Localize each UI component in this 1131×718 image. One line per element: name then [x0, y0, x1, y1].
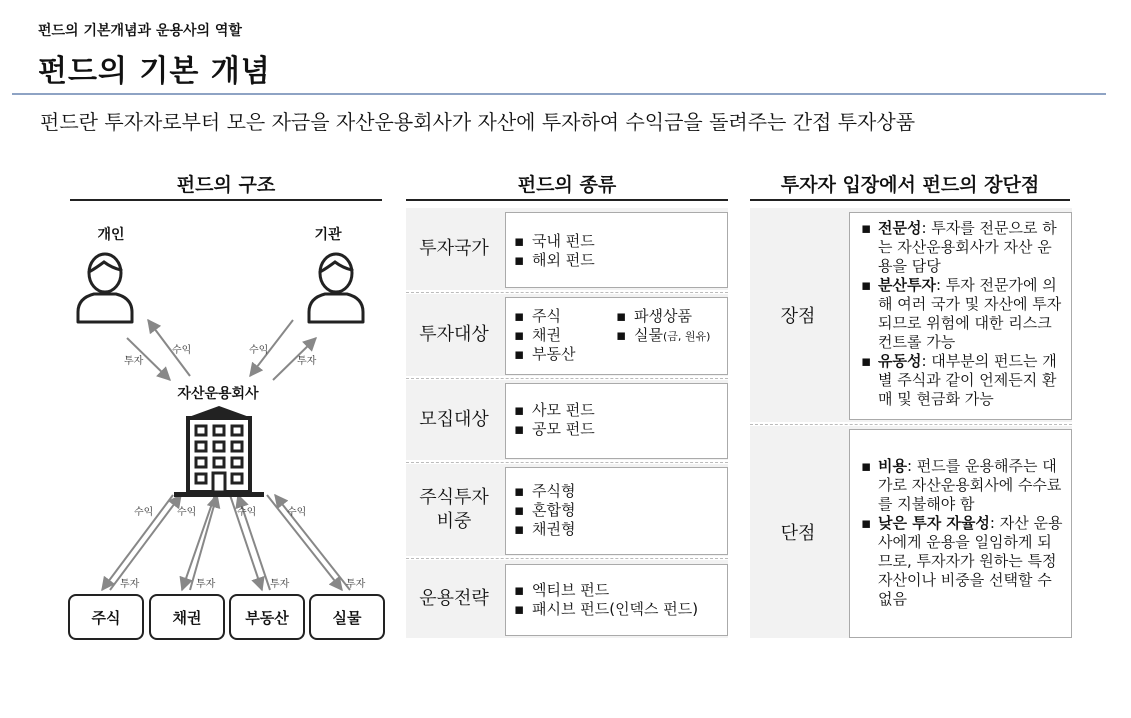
type-item: ▪ 엑티브 펀드	[514, 581, 698, 600]
con-text: : 자산 운용사에게 운용을 일임하게 되므로, 투자자가 원하는 특정 자산이나 비중을 선택할 수 없음	[878, 514, 1063, 608]
type-category: 모집대상	[419, 409, 489, 430]
pro-term: 유동성	[878, 352, 922, 370]
invest-label: 투자	[120, 579, 140, 590]
type-items-box	[505, 383, 728, 459]
con-text: : 펀드를 운용해주는 대가로 자산운용회사에 수수료를 지불해야 함	[878, 457, 1062, 513]
type-items-box	[505, 297, 728, 375]
return-label: 수익	[172, 345, 192, 356]
asset-bond	[149, 594, 225, 640]
asset-bond-label: 채권	[172, 608, 202, 627]
type-item: ▪ 파생상품	[616, 307, 710, 326]
fund-definition: 펀드란 투자자로부터 모은 자금을 자산운용회사가 자산에 투자하여 수익금을 돌려주는 간접 투자상품	[40, 110, 916, 134]
pros-cons-heading: 투자자 입장에서 펀드의 장단점	[780, 174, 1040, 196]
pro-text: : 대부분의 펀드는 개별 주식과 같이 언제든지 환매 및 현금화 가능	[878, 352, 1057, 408]
pro-text: : 투자를 전문으로 하는 자산운용회사가 자산 운용을 담당	[878, 219, 1057, 275]
return-label: 수익	[287, 507, 307, 518]
type-item: ▪ 부동산	[514, 345, 575, 364]
pros-cons-heading-rule	[750, 199, 1070, 201]
cons-label: 단점	[780, 523, 816, 544]
page-title: 펀드의 기본 개념	[38, 54, 271, 89]
asset-commodity-label: 실물	[332, 608, 362, 627]
investor-institution-label: 기관	[314, 227, 342, 243]
title-divider	[12, 93, 1106, 95]
type-item	[616, 326, 710, 346]
return-label: 수익	[249, 345, 269, 356]
type-items-box	[505, 212, 728, 288]
type-category: 운용전략	[419, 588, 489, 609]
asset-real-estate-label: 부동산	[245, 608, 289, 627]
type-item: ▪ 주식형	[514, 482, 575, 501]
type-item: ▪ 혼합형	[514, 501, 575, 520]
page-subtitle: 펀드의 기본개념과 운용사의 역할	[38, 23, 242, 39]
asset-stock-label: 주식	[91, 608, 121, 627]
structure-heading: 펀드의 구조	[176, 174, 276, 196]
type-item: ▪ 채권	[514, 326, 575, 345]
type-items-box	[505, 467, 728, 555]
invest-label: 투자	[124, 356, 144, 367]
row-divider	[406, 378, 728, 379]
type-item: ▪ 해외 펀드	[514, 251, 595, 270]
type-category: 투자국가	[419, 238, 489, 259]
type-category-line: 비중	[436, 511, 472, 532]
asset-manager-label: 자산운용회사	[177, 386, 259, 402]
types-heading: 펀드의 종류	[517, 174, 617, 196]
cons-box	[849, 429, 1072, 638]
type-items-box	[505, 564, 728, 636]
pro-item	[858, 352, 1064, 409]
type-item-note: (금, 원유)	[662, 330, 711, 343]
pro-item	[858, 276, 1064, 352]
return-label: 수익	[134, 507, 154, 518]
type-item: ▪ 사모 펀드	[514, 401, 595, 420]
invest-label: 투자	[196, 579, 216, 590]
building-icon	[172, 404, 266, 498]
con-item	[858, 457, 1064, 514]
type-category	[406, 464, 502, 556]
type-item: ▪ 공모 펀드	[514, 420, 595, 439]
pro-term: 분산투자	[878, 276, 936, 294]
con-term: 낮은 투자 자율성	[878, 514, 990, 532]
row-divider	[750, 424, 1072, 425]
asset-real-estate	[229, 594, 305, 640]
pro-text: : 투자 전문가에 의해 여러 국가 및 자산에 투자 되므로 위험에 대한 리스크 컨트롤 가능	[878, 276, 1062, 351]
investor-individual-label: 개인	[97, 227, 125, 243]
row-divider	[406, 292, 728, 293]
type-item: ▪ 국내 펀드	[514, 232, 595, 251]
return-label: 수익	[177, 507, 197, 518]
return-label: 수익	[237, 507, 257, 518]
types-heading-rule	[406, 199, 728, 201]
invest-label: 투자	[297, 356, 317, 367]
pro-term: 전문성	[878, 219, 922, 237]
type-category-line: 주식투자	[419, 487, 489, 508]
type-item-text: 실물	[634, 326, 663, 344]
row-divider	[406, 558, 728, 559]
asset-stock	[68, 594, 144, 640]
con-item	[858, 514, 1064, 609]
type-category: 투자대상	[419, 324, 489, 345]
asset-commodity	[309, 594, 385, 640]
invest-label: 투자	[346, 579, 366, 590]
structure-heading-rule	[70, 199, 382, 201]
con-term: 비용	[878, 457, 907, 475]
type-item: ▪ 패시브 펀드(인덱스 펀드)	[514, 600, 698, 619]
pro-item	[858, 219, 1064, 276]
pros-box	[849, 212, 1072, 420]
pros-label: 장점	[780, 306, 816, 327]
type-item: ▪ 주식	[514, 307, 575, 326]
type-item: ▪ 채권형	[514, 520, 575, 539]
invest-label: 투자	[270, 579, 290, 590]
row-divider	[406, 462, 728, 463]
